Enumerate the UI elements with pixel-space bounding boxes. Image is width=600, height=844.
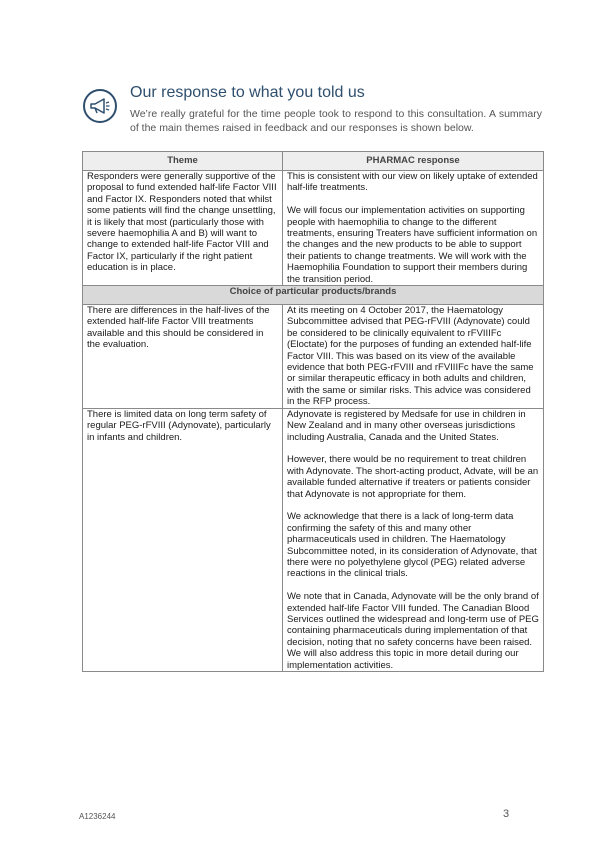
document-reference: A1236244 bbox=[79, 812, 116, 821]
table-row bbox=[83, 171, 544, 286]
response-cell bbox=[283, 171, 544, 286]
page-number: 3 bbox=[503, 808, 510, 820]
theme-text: There is limited data on long term safety of regular PEG-rFVIII (Adynovate), particularly in infants and children. bbox=[87, 408, 271, 443]
theme-cell bbox=[83, 305, 283, 409]
table-header-row bbox=[83, 152, 544, 171]
megaphone-icon bbox=[83, 89, 117, 123]
response-cell bbox=[283, 305, 544, 409]
response-paragraph: However, there would be no requirement to treat children with Adynovate. The short-acting product, Advate, will be an available funded alternative if treaters or patients consider that Adynovate is not appropriate for them. bbox=[287, 454, 539, 500]
response-paragraph: At its meeting on 4 October 2017, the Haematology Subcommittee advised that PEG-rFVIII (Adynovate) could be considered to be clinically equivalent to rFVIIIFc (Eloctate) for the purposes of funding an extended half-life Factor VIII. This was based on its view of the available evidence that both PEG-rFVIII and rFVIIIFc have the same or similar therapeutic efficacy in both adults and children, with the same or similar risks. This advice was considered in the RFP process. bbox=[287, 305, 534, 408]
page-title: Our response to what you told us bbox=[130, 84, 365, 101]
response-paragraph: Adynovate is registered by Medsafe for use in children in New Zealand and in many other overseas jurisdictions including Australia, Canada and the United States. bbox=[287, 408, 526, 443]
response-paragraph: We acknowledge that there is a lack of long-term data confirming the safety of this and many other pharmaceuticals used in children. The Haematology Subcommittee noted, in its consideration of Adynovate, that there were no polyethylene glycol (PEG) related adverse reactions in the clinical trials. bbox=[287, 511, 537, 580]
response-table bbox=[82, 151, 544, 672]
theme-text: Responders were generally supportive of the proposal to fund extended half-life Factor VIII and Factor IX. Responders noted that whilst some patients will find the change unsettling, it is likely that most (particularly those with severe haemophilia A and B) will want to change to extended half-life Factor VIII and Factor IX, particularly if the right patient education is in place. bbox=[87, 171, 277, 274]
table-row bbox=[83, 305, 544, 409]
response-paragraph: We note that in Canada, Adynovate will be the only brand of extended half-life Factor VIII funded. The Canadian Blood Services outlined the widespread and long-term use of PEG containing pharmaceuticals during implementation of that decision, noting that no safety concerns have been raised. We will also address this topic in more detail during our implementation activities. bbox=[287, 591, 539, 671]
section-row bbox=[83, 286, 544, 305]
intro-paragraph: We’re really grateful for the time people took to respond to this consultation. A summary of the main themes raised in feedback and our responses is shown below. bbox=[130, 108, 542, 134]
theme-cell bbox=[83, 171, 283, 286]
response-paragraph: This is consistent with our view on likely uptake of extended half-life treatments. bbox=[287, 171, 538, 194]
theme-text: There are differences in the half-lives of the extended half-life Factor VIII treatments available and this should be considered in the evaluation. bbox=[87, 305, 270, 351]
table-row bbox=[83, 408, 544, 671]
response-paragraph: We will focus our implementation activities on supporting people with haemophilia to change to the different treatments, ensuring Treaters have sufficient information on the changes and the new products to be able to support their patients to change treatments. We will work with the Haemophilia Foundation to support their members during the transition period. bbox=[287, 205, 538, 285]
section-title: Choice of particular products/brands bbox=[83, 286, 544, 305]
response-cell bbox=[283, 408, 544, 671]
theme-header: Theme bbox=[83, 152, 283, 171]
theme-cell bbox=[83, 408, 283, 671]
response-header: PHARMAC response bbox=[283, 152, 544, 171]
